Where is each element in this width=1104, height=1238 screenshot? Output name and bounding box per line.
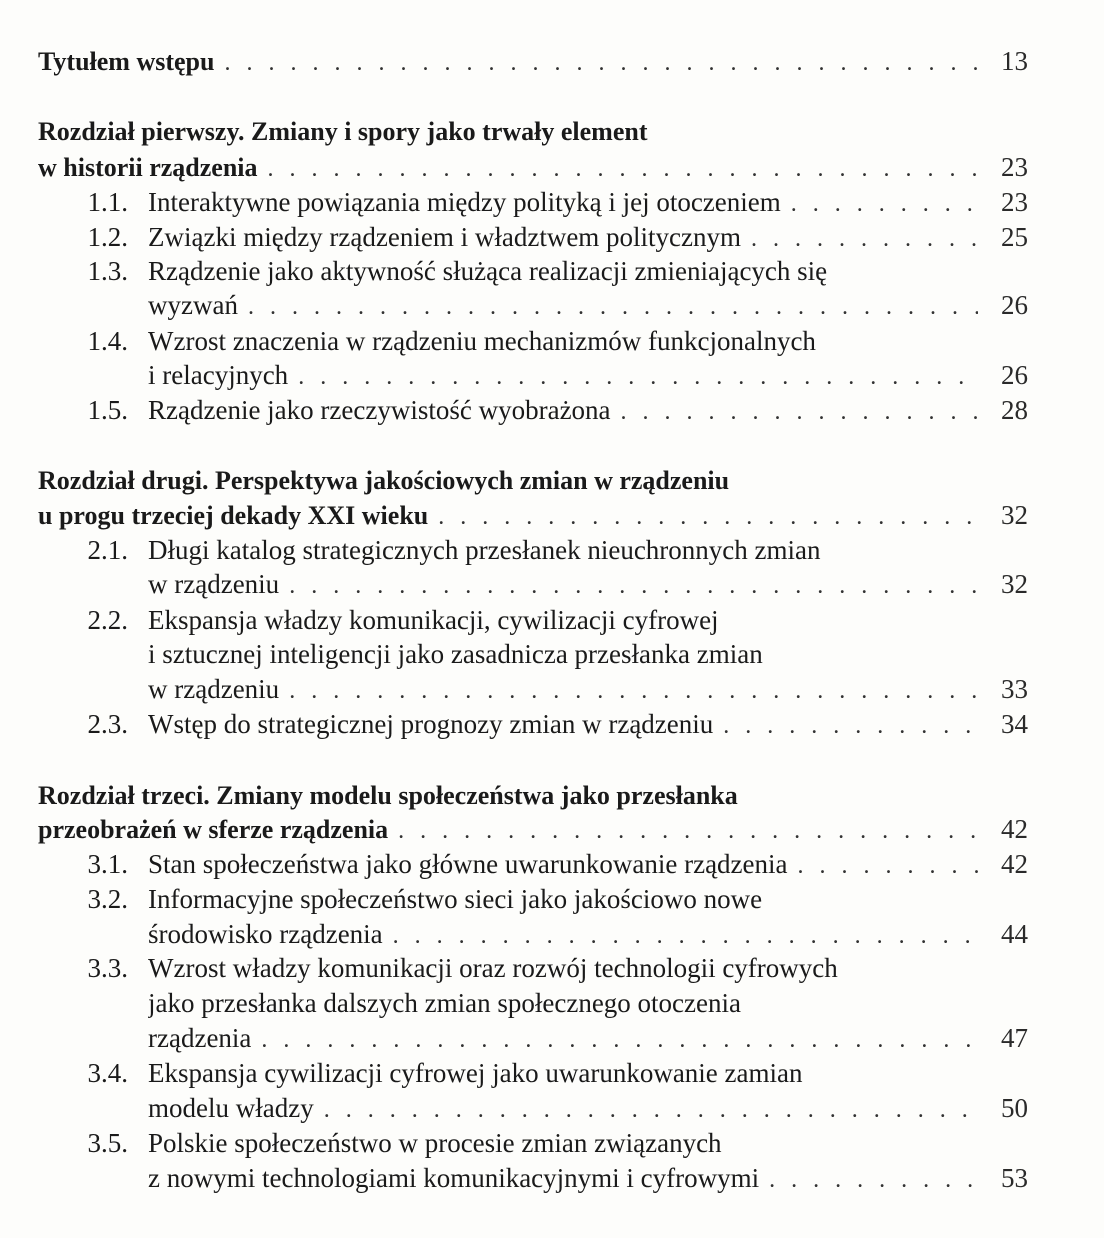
dot-leader	[268, 152, 978, 184]
page-number: 32	[1001, 500, 1028, 530]
page-number: 23	[1001, 187, 1028, 217]
page-number: 13	[1001, 46, 1028, 76]
page-number: 47	[1001, 1023, 1028, 1053]
toc-section	[38, 393, 1028, 427]
section-number: 2.1.	[87, 535, 128, 565]
dot-leader	[769, 1163, 978, 1195]
toc-section-continued: wyzwań . . . 26	[148, 288, 1028, 322]
dot-leader	[289, 569, 978, 601]
toc-section	[38, 185, 1028, 219]
page-number: 26	[1001, 360, 1028, 390]
entry-title: Tytułem wstępu	[38, 47, 215, 76]
section-title: Informacyjne społeczeństwo sieci jako jakościowo nowe	[148, 884, 763, 914]
dot-leader	[261, 1023, 978, 1055]
toc-section	[38, 533, 1028, 567]
section-number: 3.3.	[87, 953, 128, 983]
section-title: Wstęp do strategicznej prognozy zmian w rządzeniu	[148, 709, 714, 739]
section-number: 3.4.	[87, 1058, 128, 1088]
section-title: Polskie społeczeństwo w procesie zmian związanych	[148, 1128, 722, 1158]
section-title: Wzrost znaczenia w rządzeniu mechanizmów funkcjonalnych	[148, 326, 816, 356]
section-number: 1.2.	[87, 222, 128, 252]
page-number: 42	[1001, 849, 1028, 879]
toc-section	[38, 254, 1028, 288]
chapter-title-continued: w historii rządzenia . . . 23	[38, 150, 1028, 184]
section-number: 2.2.	[87, 605, 128, 635]
dot-leader	[723, 709, 978, 741]
dot-leader	[798, 849, 978, 881]
toc-section	[38, 951, 1028, 985]
toc-section	[38, 1056, 1028, 1090]
toc-section-continued: jako przesłanka dalszych zmian społecznego otoczenia	[148, 988, 741, 1018]
page-number: 34	[1001, 709, 1028, 739]
toc-section	[38, 324, 1028, 358]
toc-section-continued: rządzenia . . . 47	[148, 1021, 1028, 1055]
page-number: 42	[1001, 814, 1028, 844]
dot-leader	[751, 222, 978, 254]
toc-section	[38, 882, 1028, 916]
section-title: Związki między rządzeniem i władztwem politycznym	[148, 222, 742, 252]
toc-section-continued: modelu władzy . . . 50	[148, 1091, 1028, 1125]
section-number: 1.5.	[87, 395, 128, 425]
chapter-title: Rozdział drugi. Perspektywa jakościowych zmian w rządzeniu	[38, 466, 730, 495]
toc-section-continued: w rządzeniu . . . 32	[148, 567, 1028, 601]
page-number: 53	[1001, 1163, 1028, 1193]
section-number: 3.2.	[87, 884, 128, 914]
toc-section-continued: i relacyjnych . . . 26	[148, 358, 1028, 392]
page-number: 33	[1001, 674, 1028, 704]
toc-section	[38, 707, 1028, 741]
page-number: 32	[1001, 569, 1028, 599]
dot-leader	[398, 814, 978, 846]
toc-section	[38, 1126, 1028, 1160]
section-title: Rządzenie jako aktywność służąca realizacji zmieniających się	[148, 256, 828, 286]
section-number: 1.3.	[87, 256, 128, 286]
toc-section-continued: w rządzeniu . . . 33	[148, 672, 1028, 706]
section-number: 1.1.	[87, 187, 128, 217]
section-number: 1.4.	[87, 326, 128, 356]
toc-section-continued: i sztucznej inteligencji jako zasadnicza przesłanka zmian	[148, 639, 763, 669]
section-title: Długi katalog strategicznych przesłanek nieuchronnych zmian	[148, 535, 821, 565]
chapter-title-continued: u progu trzeciej dekady XXI wieku . . . 32	[38, 498, 1028, 532]
section-number: 3.1.	[87, 849, 128, 879]
chapter-title-continued: przeobrażeń w sferze rządzenia . . . 42	[38, 812, 1028, 846]
section-title: Interaktywne powiązania między polityką i jej otoczeniem	[148, 187, 781, 217]
page-number: 26	[1001, 290, 1028, 320]
chapter-title: Rozdział pierwszy. Zmiany i spory jako trwały element	[38, 117, 648, 146]
chapter-title: Rozdział trzeci. Zmiany modelu społeczeństwa jako przesłanka	[38, 781, 738, 810]
toc-section	[38, 220, 1028, 254]
dot-leader	[224, 46, 978, 78]
page-number: 25	[1001, 222, 1028, 252]
toc-entry-intro	[38, 44, 1028, 78]
section-number: 2.3.	[87, 709, 128, 739]
section-title: Wzrost władzy komunikacji oraz rozwój technologii cyfrowych	[148, 953, 838, 983]
toc-section	[38, 847, 1028, 881]
toc-section-continued: środowisko rządzenia . . . 44	[148, 917, 1028, 951]
section-title: Stan społeczeństwa jako główne uwarunkowanie rządzenia	[148, 849, 788, 879]
dot-leader	[298, 360, 978, 392]
dot-leader	[289, 674, 978, 706]
dot-leader	[393, 919, 978, 951]
section-title: Rządzenie jako rzeczywistość wyobrażona	[148, 395, 611, 425]
page-number: 44	[1001, 919, 1028, 949]
section-title: Ekspansja władzy komunikacji, cywilizacji cyfrowej	[148, 605, 719, 635]
page-number: 23	[1001, 152, 1028, 182]
dot-leader	[438, 500, 978, 532]
dot-leader	[248, 290, 978, 322]
toc-section-continued: z nowymi technologiami komunikacyjnymi i cyfrowymi . . . 53	[148, 1161, 1028, 1195]
page-number: 50	[1001, 1093, 1028, 1123]
dot-leader	[791, 187, 978, 219]
section-title: Ekspansja cywilizacji cyfrowej jako uwarunkowanie zamian	[148, 1058, 803, 1088]
dot-leader	[324, 1093, 978, 1125]
toc-section	[38, 603, 1028, 637]
page-number: 28	[1001, 395, 1028, 425]
dot-leader	[621, 395, 978, 427]
section-number: 3.5.	[87, 1128, 128, 1158]
